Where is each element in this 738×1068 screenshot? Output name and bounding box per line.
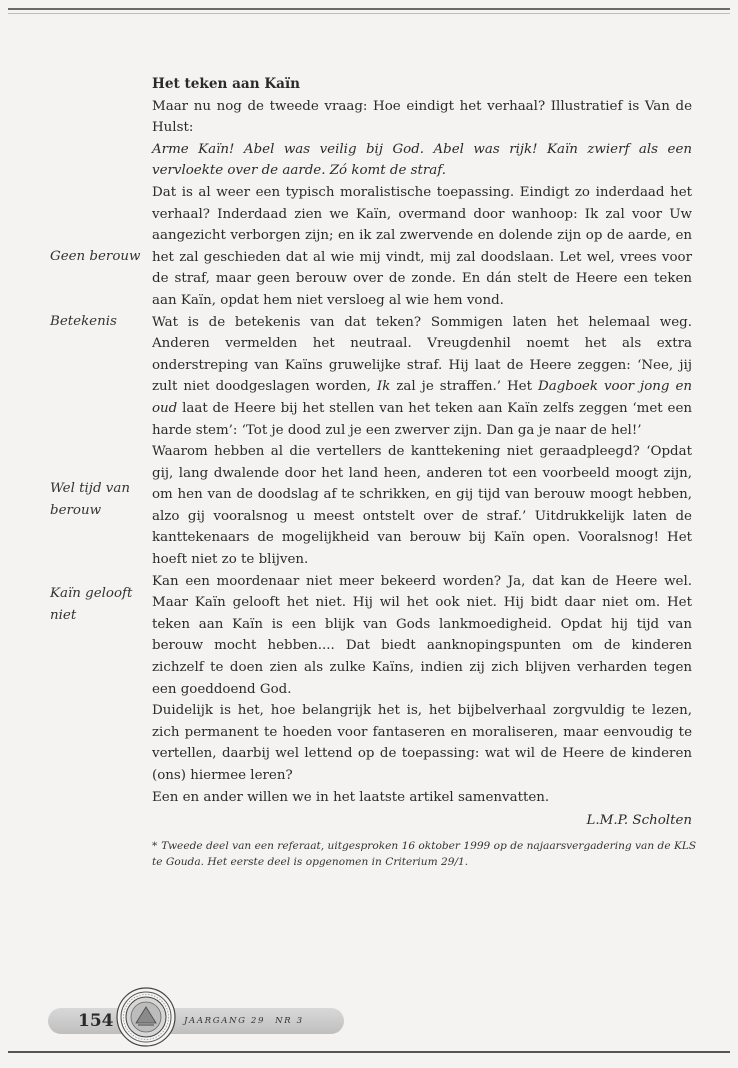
- paragraph-3-book-title: Dagboek voor jong en oud: [152, 379, 693, 416]
- top-rule-thin: [8, 13, 730, 14]
- footnote: [152, 838, 697, 870]
- paragraph-3-part-b: zal je straffen.’ Het: [390, 379, 538, 395]
- top-rule: [8, 8, 730, 10]
- paragraph-1: Maar nu nog de tweede vraag: Hoe eindigt het verhaal? Illustratief is Van de Hulst:: [152, 98, 692, 136]
- paragraph-6: Duidelijk is het, hoe belangrijk het is, het bijbelverhaal zorgvuldig te lezen, zich permanent te hoeden voor fantaseren en moraliseren, maar eenvoudig te vertellen, daarbij wel lettend op de toepassing: wat wil de Heere de kinderen (ons) hiermee leren?: [152, 703, 692, 783]
- margin-note-betekenis: Betekenis: [50, 314, 117, 329]
- footnote-marker: *: [152, 840, 158, 852]
- volume-label: JAARGANG 29: [184, 1016, 266, 1026]
- margin-note-geen-berouw: Geen berouw: [50, 249, 141, 264]
- paragraph-2: Dat is al weer een typisch moralistische toepassing. Eindigt zo inderdaad het verhaal? Inderdaad zien we Kaïn, overmand door wanhoop: Ik zal voor Uw aangezicht verborgen zijn; en ik zal zwervende en dolende zijn op de aarde, en het zal geschieden dat al wie mij vindt, mij zal doodslaan. Let wel, vrees voor de straf, maar geen berouw over de zonde. En dán stelt de Heere een teken aan Kaïn, opdat hem niet versloeg al wie hem vond.: [152, 184, 692, 308]
- paragraph-4: Waarom hebben al die vertellers de kanttekening niet geraadpleegd? ‘Opdat gij, lang dwalende door het land heen, anderen tot een voorbeeld moogt zijn, om hen van de doodslag af te schrikken, en gij tijd van berouw moogt hebben, alzo gij vooralsnog u meest ontstelt over de straf.’ Uitdrukkelijk laten de kanttekenaars de mogelijkheid van berouw bij Kaïn open. Vooralsnog! Het hoeft niet zo te blijven.: [152, 444, 692, 568]
- paragraph-3-ik: Ik: [376, 379, 391, 395]
- margin-note-wel-tijd: Wel tijd van berouw: [50, 481, 130, 518]
- paragraph-7: Een en ander willen we in het laatste artikel samenvatten.: [152, 789, 550, 805]
- journal-info: [184, 1014, 314, 1028]
- margin-note-kain-gelooft: Kaïn gelooft niet: [50, 586, 133, 623]
- issue-label: NR 3: [275, 1016, 304, 1026]
- page-number: 154: [78, 1011, 114, 1031]
- bottom-rule: [8, 1051, 730, 1053]
- article-body: [152, 74, 692, 832]
- paragraph-5: Kan een moordenaar niet meer bekeerd worden? Ja, dat kan de Heere wel. Maar Kaïn gelooft het niet. Hij wil het ook niet. Hij bidt daar niet om. Het teken aan Kaïn is een blijk van Gods lankmoedigheid. Opdat hij tijd van berouw mocht hebben.... Dat biedt aanknopingspunten om de kinderen zichzelf te doen zien als zulke Kaïns, indien zij zich blijven verharden tegen een goeddoend God.: [152, 573, 692, 697]
- quote-van-de-hulst: Arme Kaïn! Abel was veilig bij God. Abel was rijk! Kaïn zwierf als een vervloekte over de aarde. Zó komt de straf.: [152, 141, 692, 179]
- author-signature: L.M.P. Scholten: [586, 813, 692, 829]
- paragraph-3-part-c: laat de Heere bij het stellen van het teken aan Kaïn zelfs zeggen ‘met een harde stem’: ‘Tot je dood zul je een zwerver zijn. Dan ga je naar de hel!’: [152, 400, 692, 438]
- paragraph-3: [152, 312, 692, 442]
- footnote-text: Tweede deel van een referaat, uitgesproken 16 oktober 1999 op de najaarsvergadering van de KLS te Gouda. Het eerste deel is opgenomen in Criterium 29/1.: [152, 840, 697, 868]
- paragraph-3-part-a: Wat is de betekenis van dat teken? Sommigen laten het helemaal weg. Anderen vermelden het neutraal. Vreugdenhil noemt het als extra onderstreping van Kaïns gruwelijke straf. Hij laat de Heere zeggen: ‘Nee, jij zult niet doodgeslagen worden,: [152, 314, 692, 395]
- journal-seal-icon: [116, 987, 176, 1047]
- article-heading: Het teken aan Kaïn: [152, 76, 301, 92]
